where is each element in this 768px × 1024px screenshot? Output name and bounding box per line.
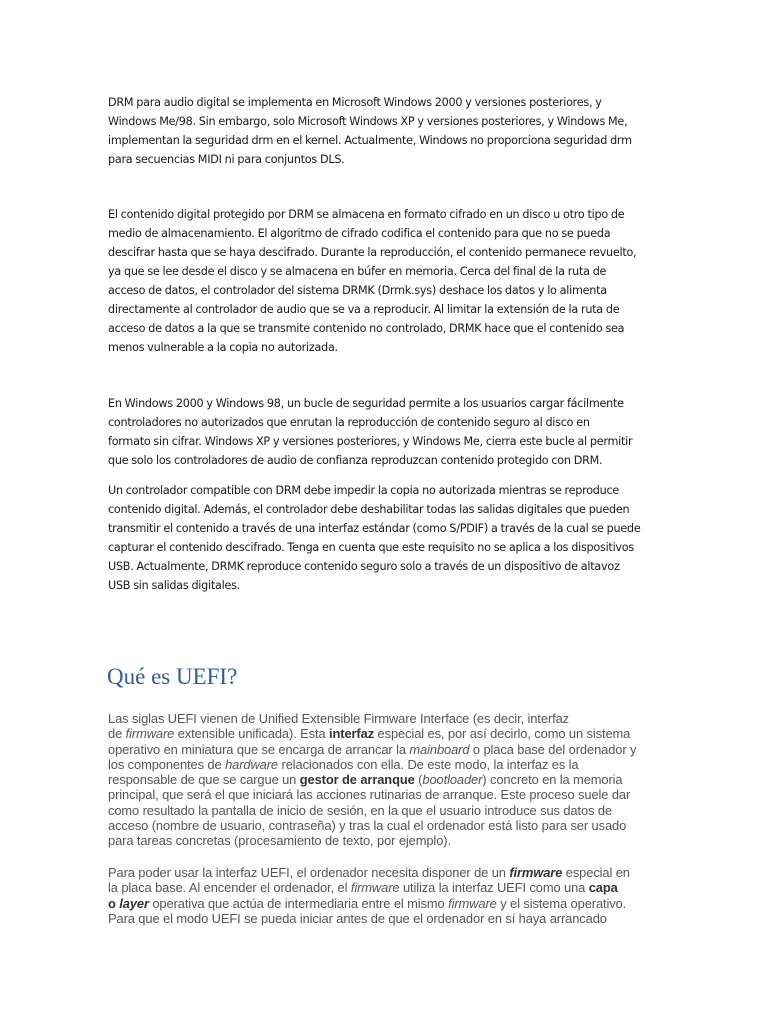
text-line: Un controlador compatible con DRM debe impedir la copia no autorizada mientras se reproduce [108, 484, 620, 497]
text-run: o placa base del ordenador y [469, 741, 637, 757]
drm-paragraph-1 [108, 93, 668, 169]
text-line: transmitir el contenido a través de una interfaz estándar (como S/PDIF) a través de la cual se puede [108, 522, 641, 535]
italic-term: firmware [125, 726, 175, 742]
text-run: extensible unificada). Esta [174, 726, 329, 742]
italic-term: bootloader [422, 772, 483, 788]
drm-paragraph-3 [108, 394, 668, 470]
text-run: como resultado la pantalla de inicio de sesión, en la que el usuario introduce sus datos de [108, 802, 612, 818]
text-line: implementan la seguridad drm en el kernel. Actualmente, Windows no proporciona seguridad drm [108, 134, 632, 147]
text-run: especial es, por así decirlo, como un sistema [374, 726, 631, 742]
italic-term: layer [119, 895, 149, 911]
text-line: que solo los controladores de audio de confianza reproduzcan contenido protegido con DRM. [108, 454, 603, 467]
drm-paragraph-2 [108, 205, 668, 357]
text-run: la placa base. Al encender el ordenador, el [108, 880, 351, 896]
text-line: Windows Me/98. Sin embargo, solo Microsoft Windows XP y versiones posteriores, y Windows Me, [108, 115, 628, 128]
drm-paragraph-4 [108, 481, 668, 595]
italic-term: mainboard [409, 741, 470, 757]
text-line: El contenido digital protegido por DRM se almacena en formato cifrado en un disco u otro tipo de [108, 208, 625, 221]
text-run: principal, que será el que iniciará las acciones rutinarias de arranque. Este proceso suele dar [108, 787, 631, 803]
bold-term: gestor de arranque [299, 772, 415, 788]
text-line: para secuencias MIDI ni para conjuntos DLS. [108, 153, 345, 166]
text-line: DRM para audio digital se implementa en Microsoft Windows 2000 y versiones posteriores, y [108, 96, 602, 109]
text-run: ( [414, 772, 423, 788]
text-line: ya que se lee desde el disco y se almacena en búfer en memoria. Cerca del final de la ruta de [108, 265, 607, 278]
text-run: utiliza la interfaz UEFI como una [399, 880, 589, 896]
bold-italic-term [119, 896, 149, 911]
text-line: USB. Actualmente, DRMK reproduce contenido seguro solo a través de un dispositivo de altavoz [108, 560, 620, 573]
bold-italic-term [509, 865, 562, 880]
text-run: especial en [562, 865, 630, 880]
text-line: menos vulnerable a la copia no autorizada. [108, 341, 338, 354]
italic-term: firmware [509, 865, 563, 880]
uefi-paragraph-2 [108, 865, 663, 926]
bold-term: interfaz [329, 726, 375, 742]
text-run: para tareas concretas (procesamiento de texto, por ejemplo). [108, 833, 451, 849]
text-line: acceso de datos, el controlador del sistema DRMK (Drmk.sys) deshace los datos y lo alimenta [108, 284, 607, 297]
bold-term: o [108, 895, 120, 911]
text-run: operativa que actúa de intermediaria entre el mismo [148, 895, 449, 911]
italic-term: firmware [448, 895, 497, 911]
text-line: descifrar hasta que se haya descifrado. Durante la reproducción, el contenido permanece revuelto, [108, 246, 637, 259]
text-run: Las siglas UEFI vienen de Unified Extensible Firmware Interface (es decir, interfaz [108, 711, 569, 726]
text-line: formato sin cifrar. Windows XP y versiones posteriores, y Windows Me, cierra este bucle al permitir [108, 435, 633, 448]
text-line: contenido digital. Además, el controlador debe deshabilitar todas las salidas digitales que pueden [108, 503, 630, 516]
text-run: los componentes de [108, 756, 226, 772]
text-line: medio de almacenamiento. El algoritmo de cifrado codifica el contenido para que no se pueda [108, 227, 611, 240]
text-line: En Windows 2000 y Windows 98, un bucle de seguridad permite a los usuarios cargar fácilmente [108, 397, 624, 410]
text-run: operativo en miniatura que se encarga de arrancar la [108, 741, 410, 757]
italic-term: firmware [350, 880, 400, 896]
text-run: de [108, 726, 126, 742]
text-line: directamente al controlador de audio que se va a reproducir. Al limitar la extensión de la ruta de [108, 303, 620, 316]
text-run: Para que el modo UEFI se pueda iniciar antes de que el ordenador en sí haya arrancado [108, 910, 607, 926]
uefi-paragraph-1 [108, 711, 663, 849]
text-line: capturar el contenido descifrado. Tenga en cuenta que este requisito no se aplica a los dispositivos [108, 541, 634, 554]
text-run: relacionados con ella. De este modo, la interfaz es la [278, 756, 579, 772]
text-run: y el sistema operativo. [496, 895, 627, 911]
uefi-heading: Qué es UEFI? [107, 664, 238, 689]
bold-term: capa [588, 880, 618, 896]
text-line: USB sin salidas digitales. [108, 579, 240, 592]
text-run: acceso (nombre de usuario, contraseña) y tras la cual el ordenador está listo para ser usado [108, 818, 627, 834]
italic-term: hardware [225, 756, 279, 772]
text-line: controladores no autorizados que enrutan la reproducción de contenido seguro al disco en [108, 416, 590, 429]
text-run: Para poder usar la interfaz UEFI, el ordenador necesita disponer de un [108, 865, 510, 880]
text-line: acceso de datos a la que se transmite contenido no controlado, DRMK hace que el contenido sea [108, 322, 625, 335]
text-run: responsable de que se cargue un [108, 772, 300, 788]
text-run: ) concreto en la memoria [482, 772, 623, 788]
